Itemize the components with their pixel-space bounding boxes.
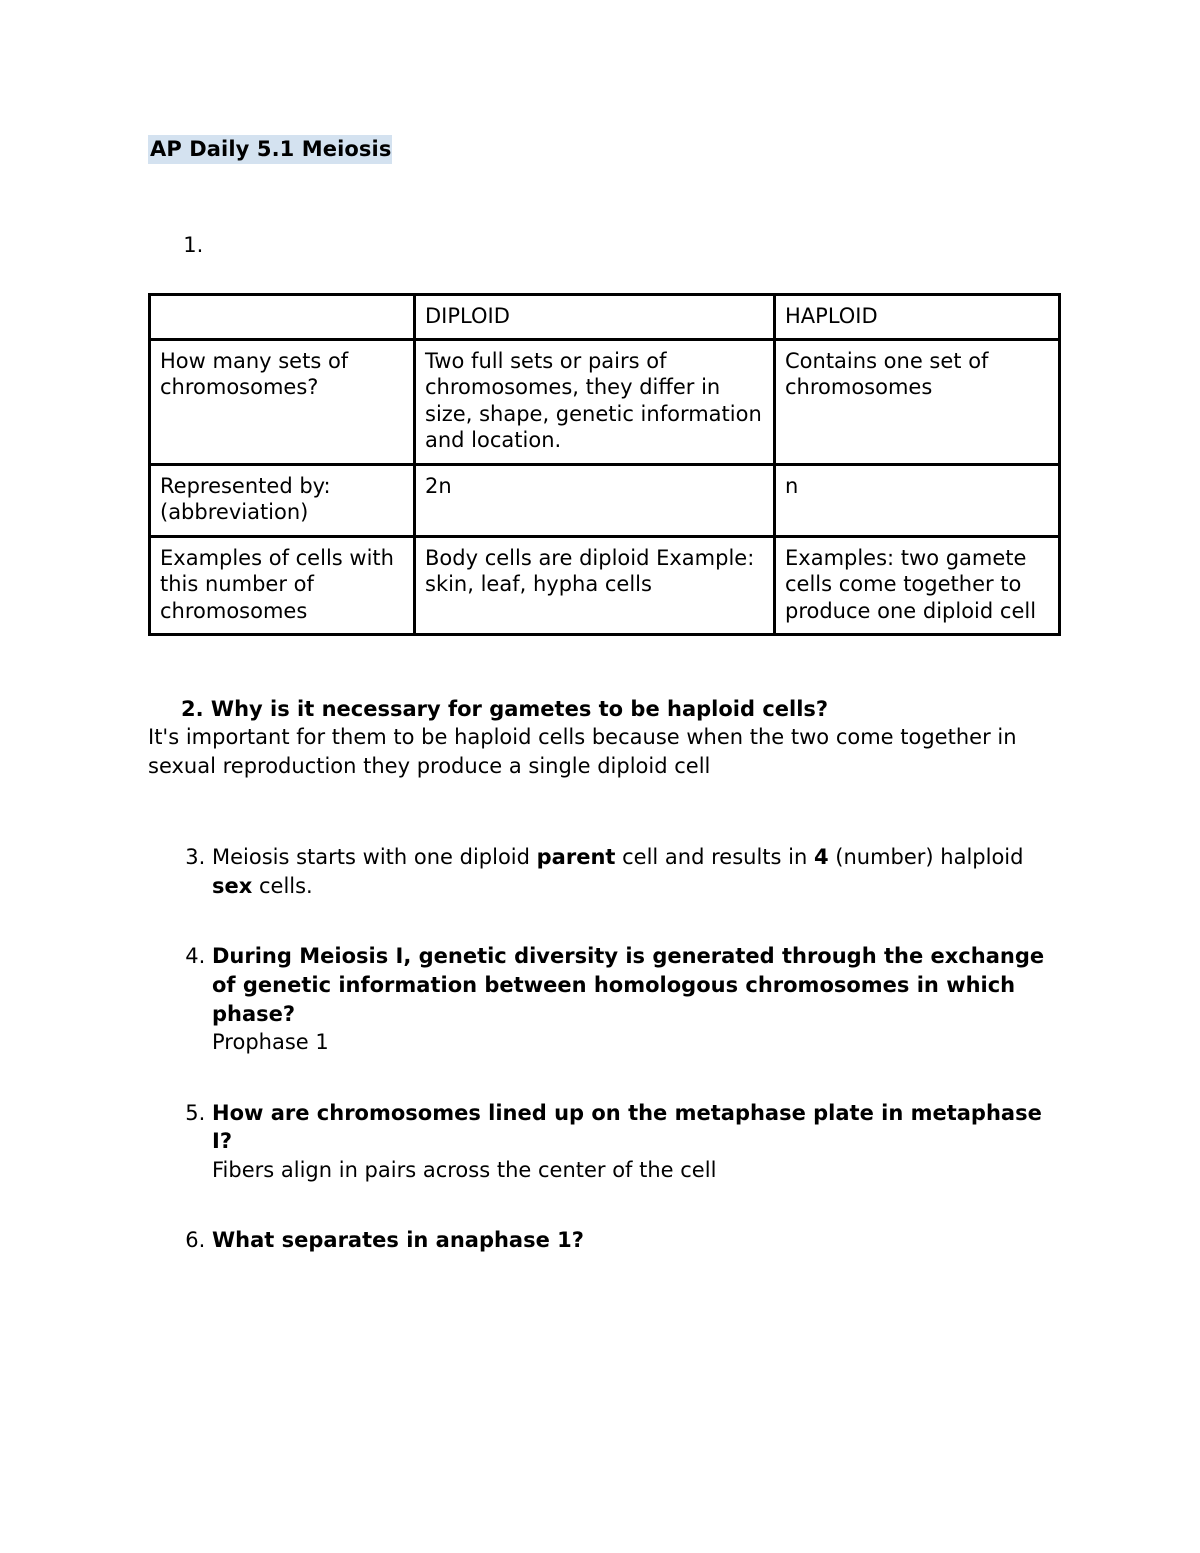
page-title xyxy=(148,136,1060,162)
table-cell-label: Represented by: (abbreviation) xyxy=(150,464,415,536)
question-item-6 xyxy=(212,1226,1060,1255)
question-4-answer: Prophase 1 xyxy=(212,1030,329,1055)
question-5-answer: Fibers align in pairs across the center of the cell xyxy=(212,1157,717,1182)
table-cell-haploid: n xyxy=(775,464,1060,536)
q3-seg-4: cells. xyxy=(252,873,313,898)
table-row xyxy=(150,340,1060,465)
question-item-3 xyxy=(212,843,1060,900)
q3-bold-number: 4 xyxy=(813,845,829,870)
spacer xyxy=(148,162,1060,232)
q3-seg-2: cell and results in xyxy=(615,845,814,870)
question-2-answer: It's important for them to be haploid cells because when the two come together in sexual reproduction they produce a single diploid cell xyxy=(148,725,1017,779)
table-cell-label: How many sets of chromosomes? xyxy=(150,340,415,465)
question-6-text: 6. What separates in anaphase 1? xyxy=(212,1228,584,1253)
spacer xyxy=(148,260,1060,293)
question-5-text: 5. How are chromosomes lined up on the metaphase plate in metaphase I? xyxy=(212,1100,1042,1154)
document-content xyxy=(148,136,1060,1255)
list-item-one-group xyxy=(148,232,1060,259)
table-cell-diploid: Body cells are diploid Example: skin, leaf, hypha cells xyxy=(415,536,775,634)
q3-seg-1: Meiosis starts with one diploid xyxy=(212,845,537,870)
table-header-diploid: DIPLOID xyxy=(415,294,775,339)
question-item-4 xyxy=(212,942,1060,1056)
table-cell-haploid: Examples: two gamete cells come together to produce one diploid cell xyxy=(775,536,1060,634)
question-item-5 xyxy=(212,1099,1060,1185)
table-row xyxy=(150,464,1060,536)
table-cell-label: Examples of cells with this number of chromosomes xyxy=(150,536,415,634)
question-3-text xyxy=(212,843,1060,900)
table-header-haploid: HAPLOID xyxy=(775,294,1060,339)
q3-bold-sex: sex xyxy=(212,873,253,898)
q3-seg-3: (number) halploid xyxy=(828,845,1024,870)
questions-list xyxy=(148,843,1060,1254)
table-header-blank xyxy=(150,294,415,339)
diploid-haploid-comparison-table xyxy=(148,293,1061,637)
page-title-text: AP Daily 5.1 Meiosis xyxy=(148,135,392,164)
spacer xyxy=(148,781,1060,843)
question-2-block xyxy=(148,696,1060,781)
q3-bold-parent: parent xyxy=(536,845,616,870)
table-cell-diploid: 2n xyxy=(415,464,775,536)
question-4-text: 4. During Meiosis I, genetic diversity is generated through the exchange of genetic information between homologous chromosomes in which phase? xyxy=(212,944,1045,1026)
table-row xyxy=(150,536,1060,634)
table-cell-diploid: Two full sets or pairs of chromosomes, they differ in size, shape, genetic information and location. xyxy=(415,340,775,465)
table-cell-haploid: Contains one set of chromosomes xyxy=(775,340,1060,465)
question-2-heading: 2. Why is it necessary for gametes to be haploid cells? xyxy=(181,697,829,722)
table-header-row xyxy=(150,294,1060,339)
list-item-1 xyxy=(210,232,1060,259)
